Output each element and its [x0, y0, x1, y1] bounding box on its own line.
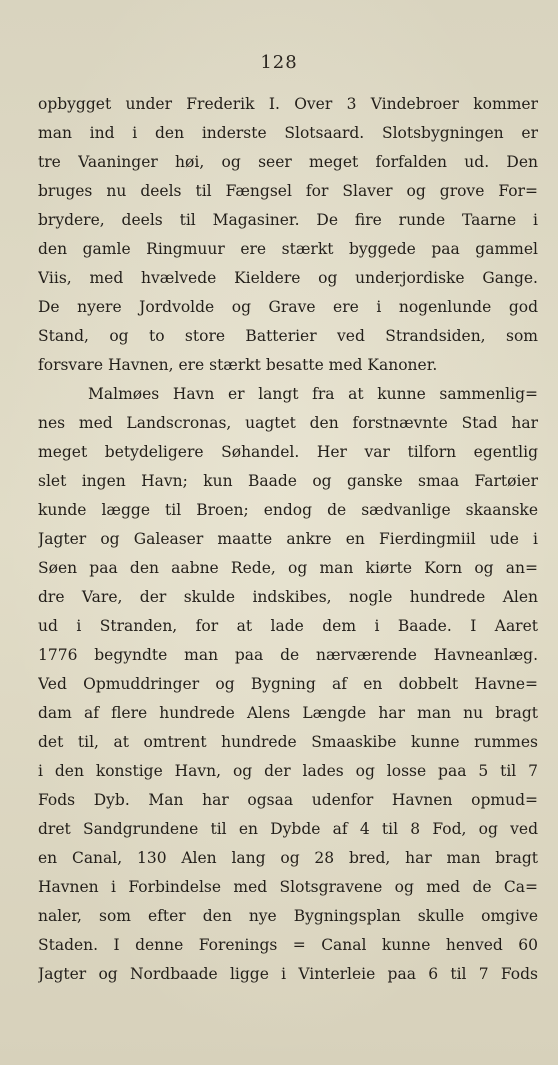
text-line: Jagter og Nordbaade ligge i Vinterleie paa 6 til 7 Fods	[38, 965, 538, 983]
text-line: Viis, med hvælvede Kieldere og underjordiske Gange.	[38, 269, 538, 287]
text-line: i den konstige Havn, og der lades og losse paa 5 til 7	[38, 762, 538, 780]
text-line: Søen paa den aabne Rede, og man kiørte Korn og an=	[38, 559, 538, 577]
text-line: 1776 begyndte man paa de nærværende Havneanlæg.	[38, 646, 538, 664]
text-line: ud i Stranden, for at lade dem i Baade. I Aaret	[38, 617, 538, 635]
text-line: Havnen i Forbindelse med Slotsgravene og med de Ca=	[38, 878, 538, 896]
text-line: opbygget under Frederik I. Over 3 Vindebroer kommer	[38, 95, 538, 113]
text-line: nes med Landscronas, uagtet den forstnævnte Stad har	[38, 414, 538, 432]
text-line: tre Vaaninger høi, og seer meget forfalden ud. Den	[38, 153, 538, 171]
body-text	[38, 90, 538, 989]
text-line: forsvare Havnen, ere stærkt besatte med Kanoner.	[38, 356, 438, 374]
text-line: en Canal, 130 Alen lang og 28 bred, har man bragt	[38, 849, 538, 867]
paragraph-1	[38, 90, 538, 380]
text-line: Staden. I denne Forenings = Canal kunne henved 60	[38, 936, 538, 954]
text-line: den gamle Ringmuur ere stærkt byggede paa gammel	[38, 240, 538, 258]
paragraph-2	[38, 380, 538, 989]
page-number: 128	[260, 52, 298, 73]
text-line: dam af flere hundrede Alens Længde har man nu bragt	[38, 704, 538, 722]
text-line: Stand, og to store Batterier ved Strandsiden, som	[38, 327, 538, 345]
text-line: Ved Opmuddringer og Bygning af en dobbelt Havne=	[38, 675, 538, 693]
text-line: meget betydeligere Søhandel. Her var tilforn egentlig	[38, 443, 538, 461]
text-line: Jagter og Galeaser maatte ankre en Fierdingmiil ude i	[38, 530, 538, 548]
text-line: brydere, deels til Magasiner. De fire runde Taarne i	[38, 211, 538, 229]
text-line: slet ingen Havn; kun Baade og ganske smaa Fartøier	[38, 472, 538, 490]
text-line: kunde lægge til Broen; endog de sædvanlige skaanske	[38, 501, 538, 519]
text-line: naler, som efter den nye Bygningsplan skulle omgive	[38, 907, 538, 925]
text-line: Malmøes Havn er langt fra at kunne sammenlig=	[88, 385, 538, 403]
text-line: bruges nu deels til Fængsel for Slaver og grove For=	[38, 182, 538, 200]
text-line: man ind i den inderste Slotsaard. Slotsbygningen er	[38, 124, 538, 142]
text-line: De nyere Jordvolde og Grave ere i nogenlunde god	[38, 298, 538, 316]
text-line: dret Sandgrundene til en Dybde af 4 til 8 Fod, og ved	[38, 820, 538, 838]
text-line: Fods Dyb. Man har ogsaa udenfor Havnen opmud=	[38, 791, 538, 809]
text-line: dre Vare, der skulde indskibes, nogle hundrede Alen	[38, 588, 538, 606]
text-line: det til, at omtrent hundrede Smaaskibe kunne rummes	[38, 733, 538, 751]
